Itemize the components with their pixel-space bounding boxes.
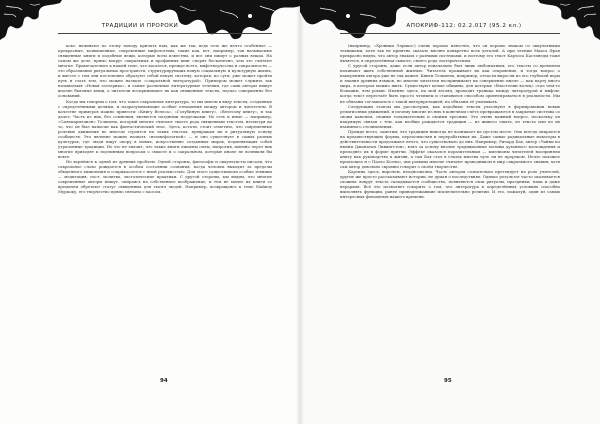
paragraph: Но вернёмся к одной из древних проблем. Одной стороны, философы и оккультисты писали, что сакральное слово рождается в особом состоянии сознания, когда человек выходит за пределы обыденного мышления и соприкасается с иной реальностью. Для этого существовали особые техники — медитация, пост, молитва, экстатические практики. С другой стороны, мы видим, что многие современные авторы пишут, опираясь на собственное воображение, и тем не менее их книги со временем обретают статус священных для тысяч людей. Например, возвращаясь к теме Майклу Муркоку, его творчество прямо связано с хаосом.: [58, 159, 272, 195]
page-number-left: 94: [160, 378, 168, 384]
paragraph: Следующим этапом мы рассмотрим, как подобные тексты участвуют в формировании новых религиозных движений, и почему многие из них в конечном счёте превращаются в закрытые системы со своим каноном, своими толкователями и своими ересями. Это очень важный вопрос, поскольку он напрямую связан с тем, как вообще рождается традиция — из живого опыта, из текста или из их взаимного столкновения.: [340, 103, 560, 129]
paragraph: ком» начинают по этому поводу кричать нам, как же так, ведь есть же нечто особенное — прекрасные, возвышенные, сокровенные мифологемы, такие как, вот, например, так называемые священные книги и подобные вещи, которые всем известны, и все они пишут о разных вещах. На самом же деле, прямо вокруг сакральных и профанных книг спорят бесконечно, чем это считают многие. Примечательно к нашей теме, что касается, прежде всего, мифотворчества и сакральности — это образование ритуальных пространств, структурирующих новую социальную и культурную жизнь, и вместе с тем они постепенно образуют собой некую систему, которая, по сути, уже может пройти путь и стать тем, что можно назвать «сакральной литературой». Примером может служить так называемая «Новая эзотерика», и самые различные литературные течения, где сами авторы пишут вполне бытовые вещи, а читатели воспринимают их как священные тексты, подчас совершенно без оснований.: [58, 43, 272, 99]
corner-ornament-left: [0, 0, 62, 40]
paragraph: Картина здесь, впрочем, неоднозначна. Часть авторов сознательно претендует на роль учителей, другие же просто рассказывают истории, не думая о последствиях. Однако результат часто оказывается схожим: вокруг текста складывается сообщество, появляются свои ритуалы, праздники, язык и даже иерархия. Всё это позволяет говорить о том, что литература в определённых условиях способна выполнять функции, ранее принадлежавшие исключительно религии. И это, пожалуй, один из самых интересных феноменов нашего времени.: [340, 169, 560, 200]
body-text-right: [340, 43, 560, 199]
header-rule-right: [340, 33, 560, 34]
paragraph: Прежде всего, заметим, что традиция никогда не возникает на пустом месте. Она всегда опирается на предшествующие формы, переосмысляя и перерабатывая их. Даже самые радикальные новаторы в действительности продолжают нечто, что существовало до них. Например, Ричард Бах, автор «Чайки по имени Джонатан Ливингстон», взял за основу вполне традиционные мотивы духовного восхождения и преподнёс их в форме притчи. Эффект оказался поразительным — миллионы читателей восприняли книгу как руководство к жизни, а сам Бах стал в глазах многих чуть ли не пророком. Нечто похожее произошло и с Паоло Коэльо, чьи романы многие считают проводником в мир сакрального знания, хотя сам автор довольно скромно говорит о своём творчестве.: [340, 128, 560, 170]
running-head-left-text: ТРАДИЦИИ И ПРОРОКИ: [101, 23, 179, 29]
header-rule-left: [58, 33, 272, 34]
book-gutter: [296, 0, 304, 424]
running-head-left: [0, 23, 300, 29]
paragraph: Когда мы говорим о том, что такое сакральная литература, то мы имеем в виду тексты, созданные с определёнными целями, и подразумевающие особые отношения между автором и читателем. В качестве примеров можно привести «Книгу Велеса», «Голубиную книгу», «Велесову книгу», и так далее. Часть из них, без сомнения, являются поздними подделками. Но есть и иные — например, «Сильмариллион» Толкиена, который многие считают своего рода священным текстом, несмотря на то, что он был написан как фантастический эпос. Здесь, кстати, стоит отметить, что современные ролевые движения во многом строятся на таких текстах, превращая их в ритуальную основу сообществ. Это явление можно назвать «неомифологией» — и оно существует в самых разных культурах, где люди ищут опору в новых, искусственно созданных мирах, подменяющих собой утраченные традиции. Но это не значит, что такие книги лишены силы; напротив, именно через них многие приходят к подлинным вопросам о смысле и о сакральном, которые иначе не возникли бы вовсе.: [58, 98, 272, 160]
paragraph: (например, «Хроники Элрика») очень хорошо известно, что он хорошо знаком со оккультными техниками, хотя так не приятно сказать вполне конкретно всех деталей. А при чтении Макса Фрая прекрасно видно, что автор знаком с разными системами, и поэтому его текст Карлоса Кастанеды тоже является, в определённом смысле, своего рода эзотерическим.: [340, 43, 560, 64]
running-head-right-text: АПОКРИФ-112: 02.2.017 (95.2 кл.): [406, 23, 522, 29]
header-ornament-left: [150, 0, 300, 40]
paragraph: С другой стороны, даже если автор изначально был лишь любопытным, его тексты со временем начинают жить собственной жизнью. Читатель проживает их как откровение, и тогда вопрос о намерениях автора уже не так важен. Книги Толкиена, например, отчасти выросли из его глубокой веры и знания древних языков, но многие читатели воспринимают их совершенно иначе — как карту иного мира, в котором можно жить. Существуют целые общины, для которых «Властелин колец» стал чем-то большим, чем роман. Именно здесь, на мой взгляд, проходит граница между литературой и мифом: когда текст перестаёт быть просто чтением и становится способом ориентироваться в реальности. Мы не обязаны соглашаться с такой интерпретацией, но обязаны её учитывать.: [340, 63, 560, 104]
page-number-right: 95: [444, 378, 452, 384]
corner-ornament-right: [538, 0, 600, 40]
header-ornament-right: [300, 0, 450, 40]
right-page: [300, 0, 600, 424]
running-head-right: [300, 23, 600, 29]
body-text-left: [58, 43, 272, 194]
